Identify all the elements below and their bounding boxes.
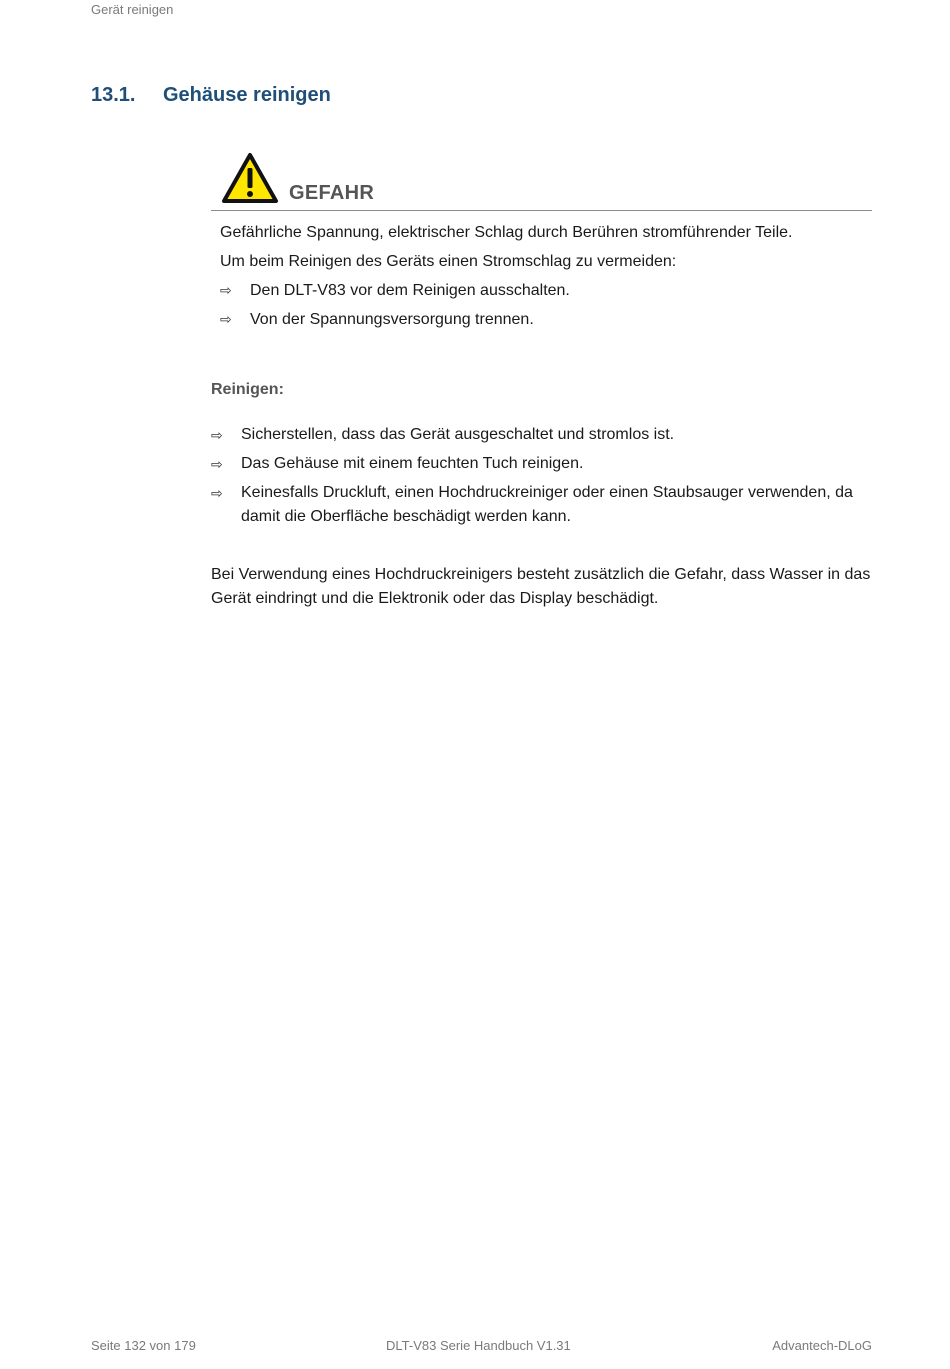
danger-step-text: Den DLT-V83 vor dem Reinigen ausschalten.	[250, 282, 570, 299]
arrow-right-icon: ⇨	[220, 311, 232, 327]
danger-step-text: Von der Spannungsversorgung trennen.	[250, 311, 534, 328]
cleaning-note: Bei Verwendung eines Hochdruckreinigers besteht zusätzlich die Gefahr, dass Wasser in das Gerät eindringt und die Elektronik oder das Display beschädigt.	[211, 566, 871, 607]
arrow-right-icon: ⇨	[220, 282, 232, 298]
arrow-right-icon: ⇨	[211, 485, 223, 501]
cleaning-step-text: Sicherstellen, dass das Gerät ausgeschaltet und stromlos ist.	[241, 426, 675, 443]
section-number: 13.1.	[91, 84, 136, 106]
list-item	[211, 452, 876, 476]
footer-company: Advantech-DLoG	[772, 1338, 872, 1353]
list-item	[211, 481, 876, 529]
danger-title: GEFAHR	[289, 182, 375, 204]
cleaning-step-text: Das Gehäuse mit einem feuchten Tuch reinigen.	[241, 455, 584, 472]
danger-notice	[211, 150, 872, 334]
list-item	[220, 305, 872, 334]
running-header: Gerät reinigen	[91, 2, 174, 17]
footer-page-number: Seite 132 von 179	[91, 1338, 196, 1353]
cleaning-steps	[211, 423, 876, 534]
danger-intro-text: Um beim Reinigen des Geräts einen Stromschlag zu vermeiden:	[220, 253, 677, 270]
footer-document-title: DLT-V83 Serie Handbuch V1.31	[386, 1338, 571, 1353]
list-item	[220, 276, 872, 305]
danger-notice-body	[211, 218, 872, 334]
danger-notice-header	[211, 150, 872, 211]
list-item	[211, 423, 876, 447]
cleaning-label: Reinigen:	[211, 381, 284, 398]
arrow-right-icon: ⇨	[211, 456, 223, 472]
section-heading	[91, 84, 331, 107]
danger-hazard-text: Gefährliche Spannung, elektrischer Schlag durch Berühren stromführender Teile.	[220, 224, 793, 241]
section-title: Gehäuse reinigen	[163, 84, 331, 106]
warning-triangle-icon	[221, 152, 279, 204]
arrow-right-icon: ⇨	[211, 427, 223, 443]
cleaning-step-text: Keinesfalls Druckluft, einen Hochdruckreiniger oder einen Staubsauger verwenden, da damit die Oberfläche beschädigt werden kann.	[241, 484, 853, 525]
